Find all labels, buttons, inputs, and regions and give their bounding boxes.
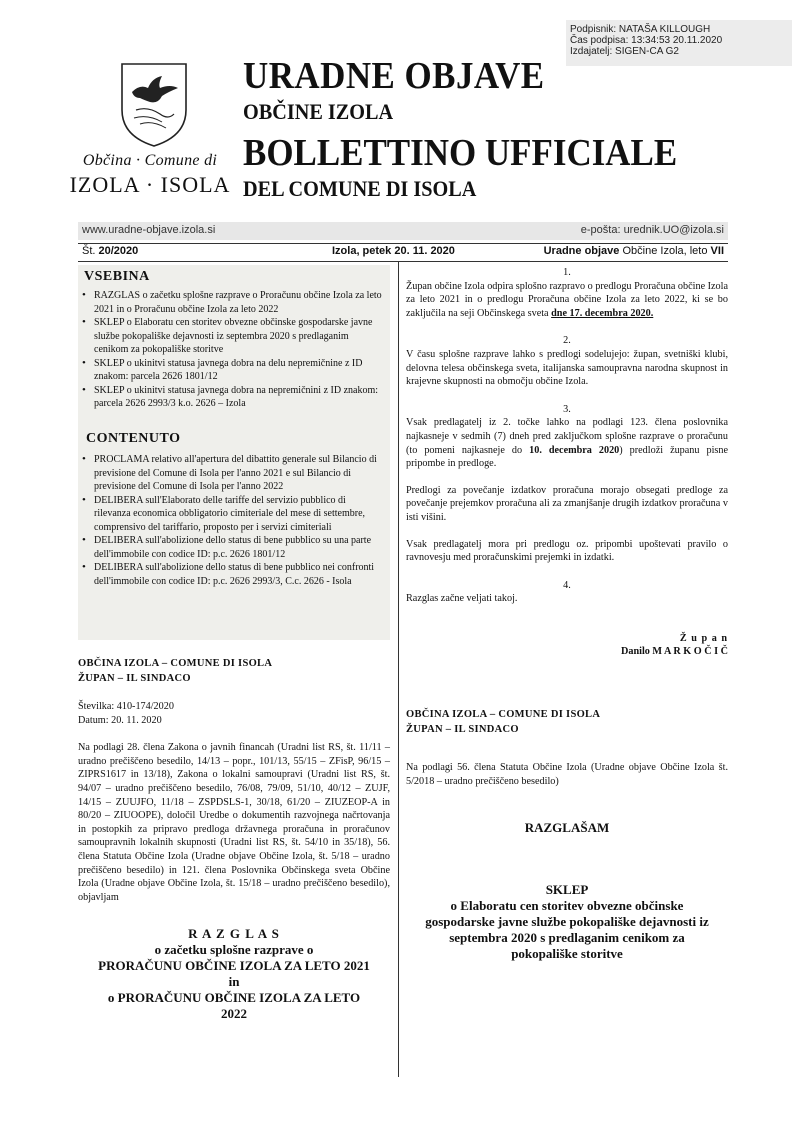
signature-role: Ž u p a n bbox=[679, 632, 728, 644]
masthead-subtitle-it: DEL COMUNE DI ISOLA bbox=[243, 176, 477, 201]
proclamation-budget-2021: PRORAČUNU OBČINE IZOLA ZA LETO 2021 bbox=[98, 958, 370, 974]
decision-subject: o Elaboratu cen storitev obvezne občinske gospodarske javne službe pokopališke dejavnosti iz septembra 2020 s predlaganim cenikom za pokopališke storitve bbox=[425, 898, 709, 962]
website-link[interactable]: www.uradne-objave.izola.si bbox=[82, 224, 216, 236]
paragraph-2: V času splošne razprave lahko s predlogi sodelujejo: župan, svetniški klubi, delovna telesa občinskega sveta, italijanska samoupravna narodna skupnost in krajevne skupnosti na območju občine Izola. bbox=[406, 348, 728, 388]
toc-item[interactable]: • SKLEP o ukinitvi statusa javnega dobra na nepremičnini z ID znakom: parcela 2626 2993/3 k.o. 2626 – Izola bbox=[84, 384, 382, 411]
table-of-contents bbox=[78, 265, 390, 640]
proclamation-subtitle: o začetku splošne razprave o bbox=[154, 942, 314, 958]
document-date: Datum: 20. 11. 2020 bbox=[78, 714, 162, 726]
toc-item[interactable]: • PROCLAMA relativo all'apertura del dibattito generale sul Bilancio di previsione del Comune di Isola per l'anno 2021 e sul Bilancio di previsione del Comune di Isola per l'anno 2022 bbox=[84, 453, 382, 494]
masthead-title-sl: URADNE OBJAVE bbox=[243, 55, 545, 97]
section-number: 3. bbox=[563, 403, 571, 415]
section-number: 2. bbox=[563, 335, 571, 347]
coat-of-arms-icon bbox=[118, 58, 190, 148]
decision-title: SKLEP bbox=[545, 882, 589, 898]
email-link[interactable]: e-pošta: urednik.UO@izola.si bbox=[580, 224, 724, 236]
divider-top bbox=[78, 243, 728, 244]
municipality-line2: IZOLA · ISOLA bbox=[69, 172, 231, 197]
url-bar bbox=[78, 222, 728, 240]
section-number: 1. bbox=[563, 267, 571, 278]
municipality-line1: Občina · Comune di bbox=[82, 152, 218, 169]
masthead-title-it: BOLLETTINO UFFICIALE bbox=[243, 132, 678, 174]
digital-signature-box bbox=[566, 20, 792, 66]
document-number: Številka: 410-174/2020 bbox=[78, 701, 174, 712]
signature-signer: Podpisnik: NATAŠA KILLOUGH bbox=[570, 24, 711, 35]
toc-item[interactable]: • DELIBERA sull'abolizione dello status di bene pubblico nei confronti dell'immobile con codice ID: p.c. 2626 2993/3, C.c. 2626 - Isola bbox=[84, 561, 382, 588]
signature-time: Čas podpisa: 13:34:53 20.11.2020 bbox=[570, 35, 723, 46]
issue-number: Št. 20/2020 bbox=[82, 245, 139, 257]
section-number: 4. bbox=[563, 579, 571, 591]
paragraph-4: Predlogi za povečanje izdatkov proračuna morajo obsegati predloge za povečanje prejemkov proračuna ali za zmanjšanje drugih izdatkov proračuna v isti višini. bbox=[406, 484, 728, 523]
left-article bbox=[78, 656, 390, 1022]
issue-date: Izola, petek 20. 11. 2020 bbox=[332, 245, 455, 257]
divider-bottom bbox=[78, 261, 728, 262]
paragraph-1: Župan občine Izola odpira splošno razpravo o predlogu Proračuna občine Izola za leto 2021 in o predlogu Proračuna občine Izola za leto 2022, ki se bo zaključila na seji Občinskega sveta dne 17. decembra 2020. bbox=[406, 280, 728, 319]
signature-name: Danilo M A R K O Č I Č bbox=[621, 646, 728, 658]
proclamation-budget-2022: o PRORAČUNU OBČINE IZOLA ZA LETO bbox=[107, 990, 361, 1006]
decree-heading: RAZGLAŠAM bbox=[524, 820, 610, 836]
paragraph-3: Vsak predlagatelj iz 2. točke lahko na podlagi 123. člena poslovnika najkasneje v sedmih (7) dneh pred zaključkom splošne razprave o proračunu (to pomeni najkasneje do 10. decembra 2020) predloži županu pisne pripombe in predloge. bbox=[406, 417, 729, 470]
toc-heading-it: CONTENUTO bbox=[86, 431, 181, 446]
toc-item[interactable]: • SKLEP o ukinitvi statusa javnega dobra na delu nepremičnine z ID znakom: parcela 2626 1801/12 bbox=[84, 357, 382, 384]
toc-item[interactable]: • DELIBERA sull'Elaborato delle tariffe del servizio pubblico di rilevanza economica obbligatorio cimiteriale del mese di settembre, comprensivo del tariffario, proposto per i servizi cimiteriali bbox=[84, 494, 382, 535]
toc-item[interactable]: • RAZGLAS o začetku splošne razprave o Proračunu občine Izola za leto 2021 in o Proračunu občine Izola za leto 2022 bbox=[84, 289, 382, 316]
proclamation-and: in bbox=[228, 974, 240, 990]
masthead-subtitle-sl: OBČINE IZOLA bbox=[243, 99, 394, 124]
legal-basis-paragraph: Na podlagi 28. člena Zakona o javnih financah (Uradni list RS, št. 11/11 – uradno prečiščeno besedilo, 14/13 – popr., 101/13, 55/15 – ZFisP, 96/15 – ZIPRS1617 in 13/18), Zakona o lokalni samoupravi (Uradni list RS, št. 94/07 – uradno prečiščeno besedilo, 76/08, 79/09, 51/10, 40/12 – ZUJF, 14/15 – ZUUJFO, 11/18 – ZSPDSLS-1, 30/18, 61/20 – ZIUZEOP-A in 80/20 – ZIUOOPE), določil Uredbe o dokumentih razvojnega načrtovanja in postopkih za pripravo predloga državnega proračuna in proračunov samoupravnih lokalnih skupnosti (Uradni list RS, št. 54/10 in 35/18), 56. člena Statuta Občine Izola (Uradne objave Občine Izola, št. 5/18 – uradno prečiščeno besedilo) in 121. člena Poslovnika Občinskega sveta Občine Izola (Uradne objave Občine Izola, št. 15/18 – uradno prečiščeno besedilo), objavljam bbox=[78, 742, 390, 903]
toc-item[interactable]: • SKLEP o Elaboratu cen storitev obvezne občinske gospodarske javne službe pokopališke dejavnosti iz septembra 2020 s predlaganim cenikom za pokopališke storitve bbox=[84, 316, 382, 357]
issue-bar bbox=[78, 244, 728, 260]
paragraph-6: Razglas začne veljati takoj. bbox=[406, 593, 518, 605]
legal-basis-paragraph: Na podlagi 56. člena Statuta Občine Izola (Uradne objave Občine Izola št. 5/2018 – uradno prečiščeno besedilo) bbox=[406, 762, 728, 787]
issue-publication: Uradne objave Občine Izola, leto VII bbox=[543, 245, 724, 257]
toc-heading-sl: VSEBINA bbox=[84, 269, 150, 284]
column-divider bbox=[398, 262, 399, 1077]
article-header-mayor: ŽUPAN – IL SINDACO bbox=[78, 673, 191, 684]
toc-list-it bbox=[80, 453, 382, 588]
article-header-mayor: ŽUPAN – IL SINDACO bbox=[406, 724, 519, 736]
toc-item[interactable]: • DELIBERA sull'abolizione dello status di bene pubblico su una parte dell'immobile con codice ID: p.c. 2626 1801/12 bbox=[84, 534, 382, 561]
signature-issuer: Izdajatelj: SIGEN-CA G2 bbox=[570, 46, 679, 57]
municipality-name bbox=[60, 152, 240, 198]
paragraph-5: Vsak predlagatelj mora pri predlogu oz. pripombi upoštevati pravilo o ravnovesju med proračunskimi prejemki in izdatki. bbox=[406, 538, 728, 564]
toc-list-sl bbox=[80, 289, 382, 411]
proclamation-year: 2022 bbox=[221, 1006, 247, 1022]
proclamation-title: R A Z G L A S bbox=[188, 926, 280, 942]
right-article bbox=[406, 266, 728, 962]
article-header-municipality: OBČINA IZOLA – COMUNE DI ISOLA bbox=[78, 658, 273, 669]
article-header-municipality: OBČINA IZOLA – COMUNE DI ISOLA bbox=[406, 709, 601, 721]
